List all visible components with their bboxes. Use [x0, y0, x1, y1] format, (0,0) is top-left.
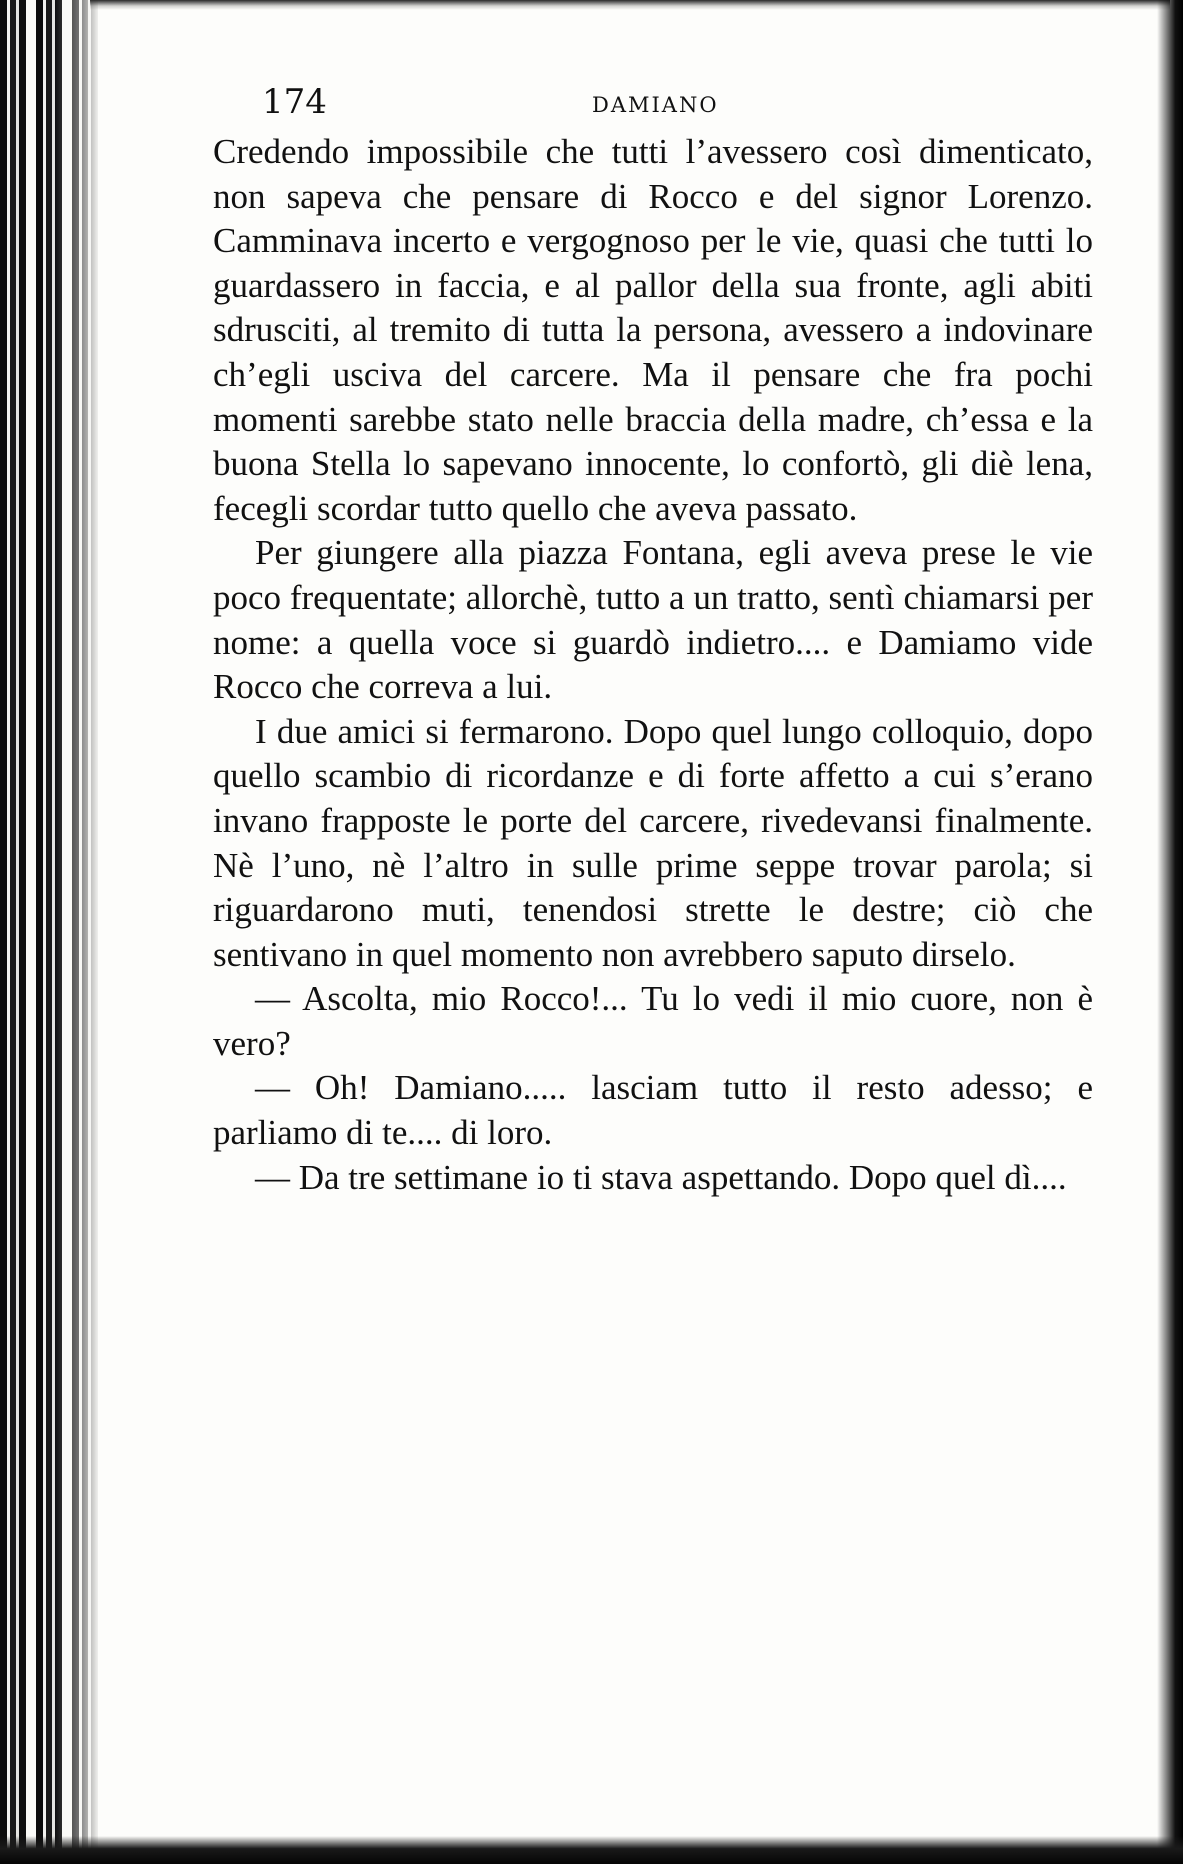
- dialogue-line: — Da tre settimane io ti stava aspettando. Dopo quel dì....: [255, 1157, 1067, 1197]
- page-number: 174: [262, 82, 327, 122]
- dialogue-line: — Ascolta, mio Rocco!... Tu lo vedi il mio cuore, non è vero?: [213, 979, 1093, 1063]
- top-scan-edge: [90, 0, 1170, 10]
- right-scan-edge: [1157, 0, 1183, 1864]
- running-head: DAMIANO: [592, 93, 719, 117]
- paragraph: Per giungere alla piazza Fontana, egli aveva prese le vie poco frequentate; allorchè, tutto a un tratto, sentì chiamarsi per nome: a quella voce si guardò indietro.... e Damiamo vide Rocco che correva a lui.: [213, 533, 1093, 707]
- paragraph: Credendo impossibile che tutti l’avessero così dimenticato, non sapeva che pensare di Rocco e del signor Lorenzo. Camminava incerto e vergognoso per le vie, quasi che tutti lo guardassero in faccia, e al pallor della sua fronte, agli abiti sdrusciti, al tremito di tutta la persona, avessero a indovinare ch’egli usciva del carcere. Ma il pensare che fra pochi momenti sarebbe stato nelle braccia della madre, ch’essa e la buona Stella lo sapevano innocente, lo confortò, gli diè lena, fecegli scordar tutto quello che aveva passato.: [213, 132, 1093, 528]
- paragraph: I due amici si fermarono. Dopo quel lungo colloquio, dopo quello scambio di ricordanze e di forte affetto a cui s’erano invano frapposte le porte del carcere, rivedevansi finalmente. Nè l’uno, nè l’altro in sulle prime seppe trovar parola; si riguardarono muti, tenendosi strette le destre; ciò che sentivano in quel momento non avrebbero saputo dirselo.: [213, 711, 1093, 974]
- body-text: [213, 130, 1093, 1200]
- binding-edge: [0, 0, 100, 1864]
- dialogue-line: — Oh! Damiano..... lasciam tutto il resto adesso; e parliamo di te.... di loro.: [213, 1068, 1093, 1153]
- page-header: [262, 82, 1022, 126]
- bottom-scan-edge: [0, 1836, 1183, 1864]
